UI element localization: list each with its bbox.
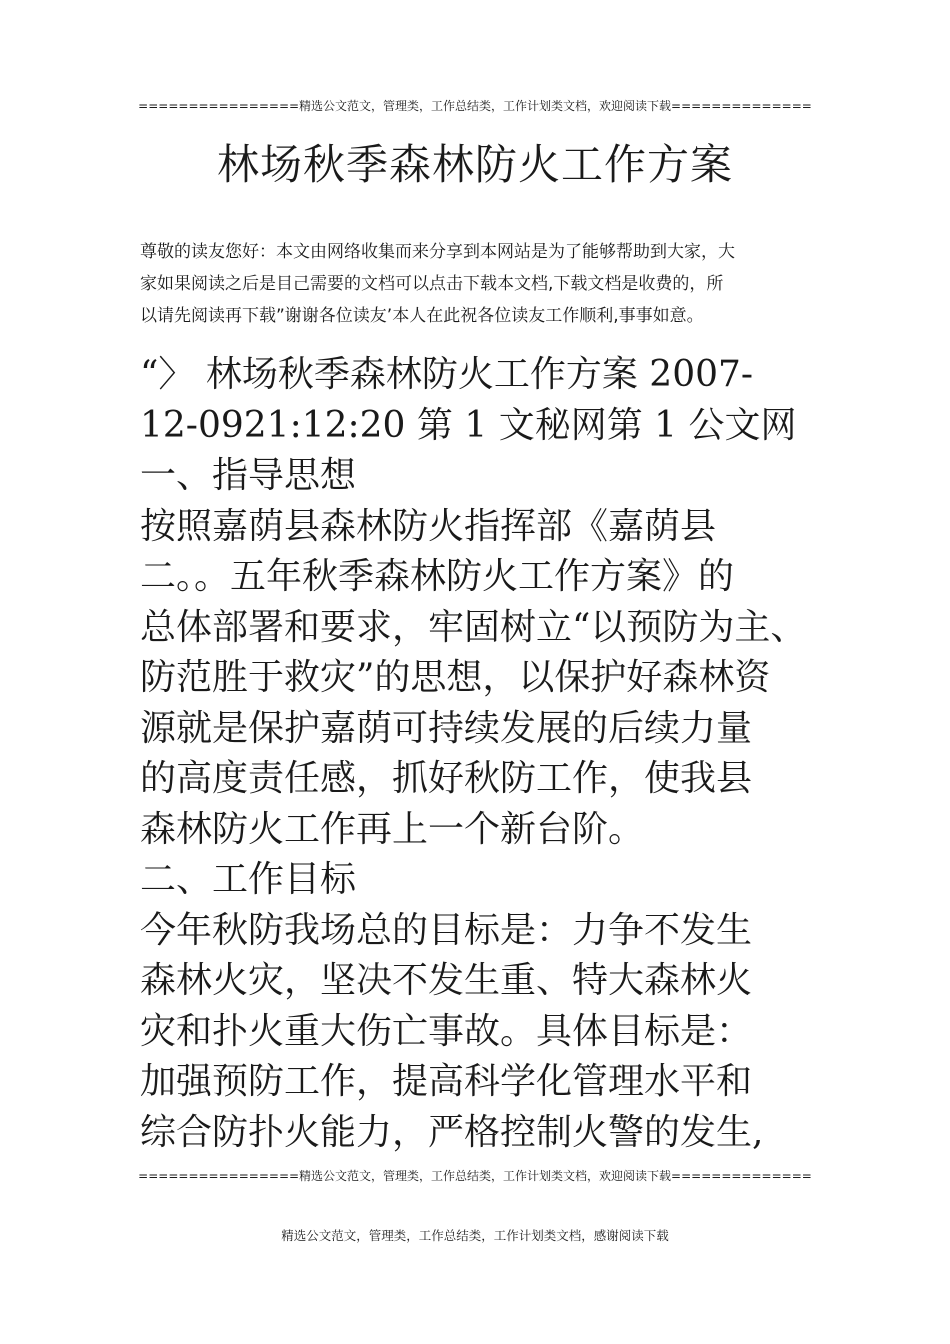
notice-line: 以请先阅读再下载”谢谢各位读友’本人在此祝各位读友工作顺利,事事如意。 xyxy=(140,306,704,326)
section-heading: 一、指导思想 xyxy=(140,455,357,496)
body-line: 12-0921:12:20 第 1 文秘网第 1 公文网 xyxy=(140,404,797,446)
body-line: “〉 林场秋季森林防火工作方案 2007- xyxy=(140,354,754,395)
document-title: 林场秋季森林防火工作方案 xyxy=(216,140,733,189)
body-line: 总体部署和要求，牢固树立“以预防为主、 xyxy=(140,606,807,648)
document-body xyxy=(140,350,840,1158)
section-heading: 二、工作目标 xyxy=(140,859,357,900)
footer-note: 精选公文范文，管理类，工作总结类，工作计划类文档，感谢阅读下载 xyxy=(281,1228,669,1243)
footer-banner: ================精选公文范文，管理类，工作总结类，工作计划类文档，欢迎阅读下载============== xyxy=(138,1169,812,1183)
notice-line: 家如果阅读之后是目己需要的文档可以点击下载本文档,下载文档是收费的，所 xyxy=(140,274,724,294)
notice-line: 尊敬的读友您好：本文由网络收集而来分享到本网站是为了能够帮助到大家，大 xyxy=(140,242,735,262)
body-line: 按照嘉荫县森林防火指挥部《嘉荫县 xyxy=(140,505,717,547)
body-line: 二。。五年秋季森林防火工作方案》的 xyxy=(140,556,735,597)
body-line: 防范胜于救灾”的思想，以保护好森林资 xyxy=(140,657,771,698)
header-banner: ================精选公文范文，管理类，工作总结类，工作计划类文档，欢迎阅读下载============== xyxy=(138,99,812,113)
body-line: 今年秋防我场总的目标是：力争不发生 xyxy=(140,909,753,951)
body-line: 综合防扑火能力，严格控制火警的发生, xyxy=(140,1111,764,1153)
body-line: 加强预防工作，提高科学化管理水平和 xyxy=(140,1061,753,1102)
body-line: 灾和扑火重大伤亡事故。具体目标是： xyxy=(140,1010,753,1052)
body-line: 森林火灾，坚决不发生重、特大森林火 xyxy=(140,960,753,1001)
reader-notice xyxy=(140,236,820,332)
body-line: 的高度责任感，抓好秋防工作，使我县 xyxy=(140,758,753,799)
body-line: 源就是保护嘉荫可持续发展的后续力量 xyxy=(140,707,753,749)
body-line: 森林防火工作再上一个新台阶。 xyxy=(140,808,645,850)
